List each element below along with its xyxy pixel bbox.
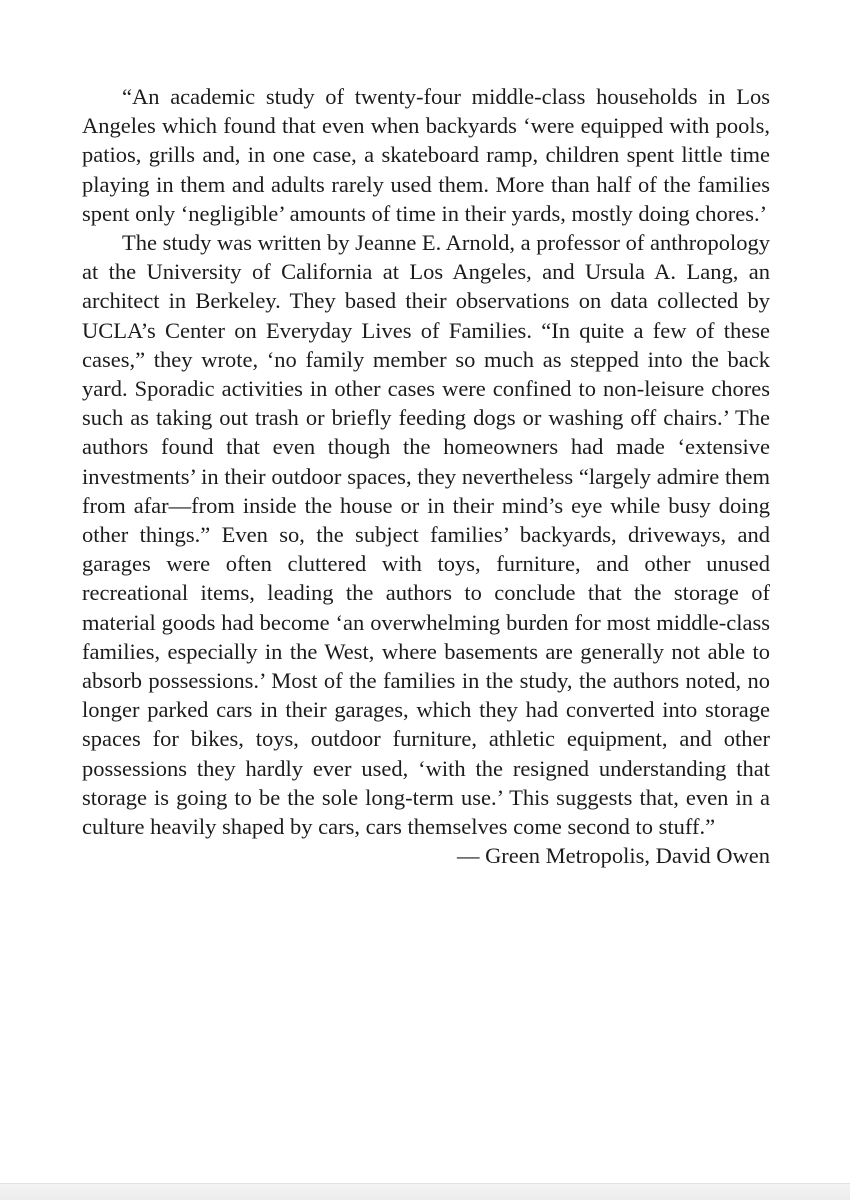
paragraph-study-description: The study was written by Jeanne E. Arnold, a professor of anthropology at the University of California at Los Angeles, and Ursula A. Lang, an architect in Berkeley. They based their observations on data collected by UCLA’s Center on Everyday Lives of Families. “In quite a few of these cases,” they wrote, ‘no family member so much as stepped into the back yard. Sporadic activities in other cases were confined to non-leisure chores such as taking out trash or briefly feeding dogs or washing off chairs.’ The authors found that even though the homeowners had made ‘extensive investments’ in their outdoor spaces, they nevertheless “largely admire them from afar—from inside the house or in their mind’s eye while busy doing other things.” Even so, the subject families’ backyards, driveways, and garages were often cluttered with toys, furniture, and other unused recreational items, leading the authors to conclude that the storage of material goods had become ‘an overwhelming burden for most middle-class families, especially in the West, where basements are generally not able to absorb possessions.’ Most of the families in the study, the authors noted, no longer parked cars in their garages, which they had converted into storage spaces for bikes, toys, outdoor furniture, athletic equipment, and other possessions they hardly ever used, ‘with the resigned understanding that storage is going to be the sole long-term use.’ This suggests that, even in a culture heavily shaped by cars, cars themselves come second to stuff.” bbox=[82, 230, 770, 840]
attribution: — Green Metropolis, David Owen bbox=[456, 843, 770, 869]
paragraph-quote-opening: “An academic study of twenty-four middle-class households in Los Angeles which found that even when backyards ‘were equipped with pools, patios, grills and, in one case, a skateboard ramp, children spent little time playing in them and adults rarely used them. More than half of the families spent only ‘negligible’ amounts of time in their yards, mostly doing chores.’ bbox=[82, 84, 770, 226]
book-page bbox=[82, 82, 770, 870]
page-bottom-edge bbox=[0, 1183, 850, 1200]
